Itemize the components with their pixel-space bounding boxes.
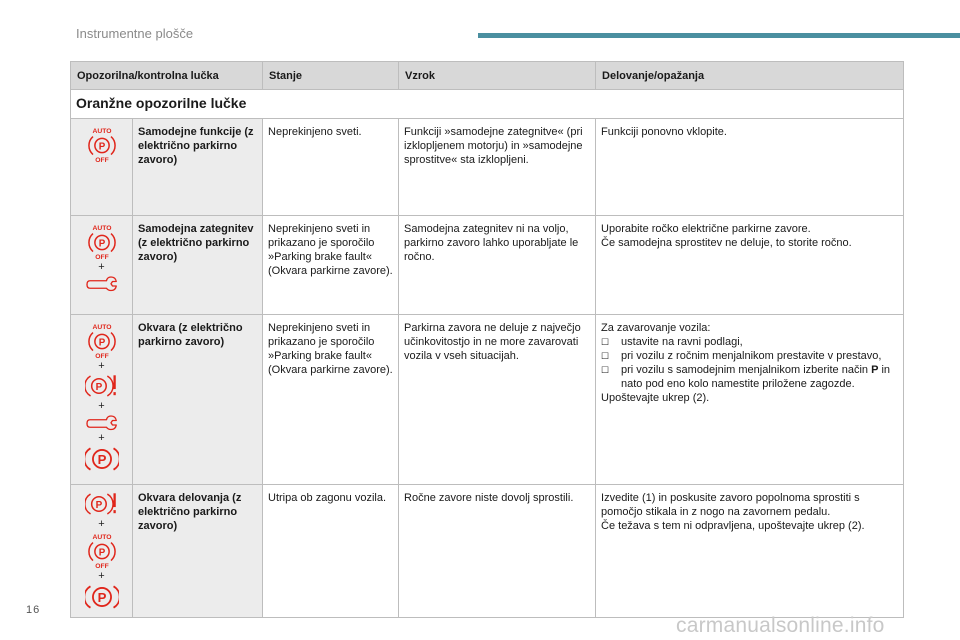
plus-sign: +	[98, 570, 105, 582]
column-header-state: Stanje	[263, 62, 399, 90]
lamp-name: Samodejne funkcije (z električno parkirno zavoro)	[133, 119, 263, 216]
lamp-cause: Samodejna zategnitev ni na voljo, parkirno zavoro lahko uporabljate le ročno.	[399, 216, 596, 315]
header-accent-bar	[478, 33, 960, 38]
parking-brake-icon	[85, 583, 119, 611]
parking-brake-fault-icon	[85, 491, 119, 517]
lamp-name: Samodejna zategnitev (z električno parkirno zavoro)	[133, 216, 263, 315]
table-row	[71, 315, 904, 485]
icon-cell	[71, 315, 133, 485]
watermark: carmanualsonline.info	[676, 614, 885, 637]
table-row	[71, 119, 904, 216]
bullet-text-part: pri vozilu s samodejnim menjalnikom izberite način	[621, 364, 872, 376]
bullet-text	[621, 363, 898, 391]
lamp-cause: Ročne zavore niste dovolj sprostili.	[399, 485, 596, 618]
section-title: Oranžne opozorilne lučke	[71, 90, 904, 119]
plus-sign: +	[98, 518, 105, 530]
bullet-icon: ☐	[601, 337, 610, 347]
bullet-icon: ☐	[601, 351, 610, 361]
auto-parking-off-icon	[87, 222, 117, 260]
icon-cell	[71, 216, 133, 315]
lamp-action	[596, 485, 904, 618]
auto-parking-off-icon	[87, 125, 117, 163]
action-line: Če težava s tem ni odpravljena, upoštevajte ukrep (2).	[601, 520, 865, 532]
action-intro: Za zavarovanje vozila:	[601, 322, 711, 334]
column-header-lamp: Opozorilna/kontrolna lučka	[71, 62, 263, 90]
page-number: 16	[26, 604, 41, 616]
lamp-name: Okvara (z električno parkirno zavoro)	[133, 315, 263, 485]
bullet-text-part: in nato pod eno kolo namestite priložene zagozde.	[621, 364, 891, 390]
column-header-cause: Vzrok	[399, 62, 596, 90]
plus-sign: +	[98, 400, 105, 412]
lamp-name: Okvara delovanja (z električno parkirno zavoro)	[133, 485, 263, 618]
column-header-action: Delovanje/opažanja	[596, 62, 904, 90]
action-line: Izvedite (1) in poskusite zavoro popolnoma sprostiti s pomočjo stikala in z nogo na zavornem pedalu.	[601, 492, 860, 518]
warning-lights-table	[70, 61, 904, 618]
table-row	[71, 216, 904, 315]
parking-brake-icon	[85, 445, 119, 473]
wrench-icon	[85, 413, 119, 431]
table-row	[71, 485, 904, 618]
lamp-state: Neprekinjeno sveti in prikazano je sporočilo »Parking brake fault« (Okvara parkirne zavore).	[263, 315, 399, 485]
action-outro: Upoštevajte ukrep (2).	[601, 392, 710, 404]
lamp-cause: Parkirna zavora ne deluje z največjo učinkovitostjo in ne more zavarovati vozila v vseh situacijah.	[399, 315, 596, 485]
lamp-action	[596, 315, 904, 485]
icon-cell	[71, 119, 133, 216]
bullet-item	[601, 363, 898, 391]
page-header-title: Instrumentne plošče	[76, 26, 194, 41]
wrench-icon	[85, 274, 119, 292]
parking-brake-fault-icon	[85, 373, 119, 399]
auto-parking-off-icon	[87, 531, 117, 569]
bullet-item	[601, 349, 898, 363]
plus-sign: +	[98, 261, 105, 273]
lamp-state: Neprekinjeno sveti in prikazano je sporočilo »Parking brake fault« (Okvara parkirne zavore).	[263, 216, 399, 315]
lamp-action	[596, 216, 904, 315]
table-header-row	[71, 62, 904, 90]
bullet-text: ustavite na ravni podlagi,	[621, 336, 743, 348]
lamp-action: Funkciji ponovno vklopite.	[596, 119, 904, 216]
plus-sign: +	[98, 432, 105, 444]
icon-cell	[71, 485, 133, 618]
bullet-text: pri vozilu z ročnim menjalnikom prestavite v prestavo,	[621, 350, 882, 362]
lamp-state: Utripa ob zagonu vozila.	[263, 485, 399, 618]
gear-mode-p: P	[871, 364, 879, 376]
auto-parking-off-icon	[87, 321, 117, 359]
lamp-state: Neprekinjeno sveti.	[263, 119, 399, 216]
action-line: Če samodejna sprostitev ne deluje, to storite ročno.	[601, 237, 852, 249]
section-row	[71, 90, 904, 119]
lamp-cause: Funkciji »samodejne zategnitve« (pri izklopljenem motorju) in »samodejne sprostitve« sta izklopljeni.	[399, 119, 596, 216]
action-line: Uporabite ročko električne parkirne zavore.	[601, 223, 811, 235]
bullet-item	[601, 335, 898, 349]
bullet-icon: ☐	[601, 365, 610, 375]
plus-sign: +	[98, 360, 105, 372]
